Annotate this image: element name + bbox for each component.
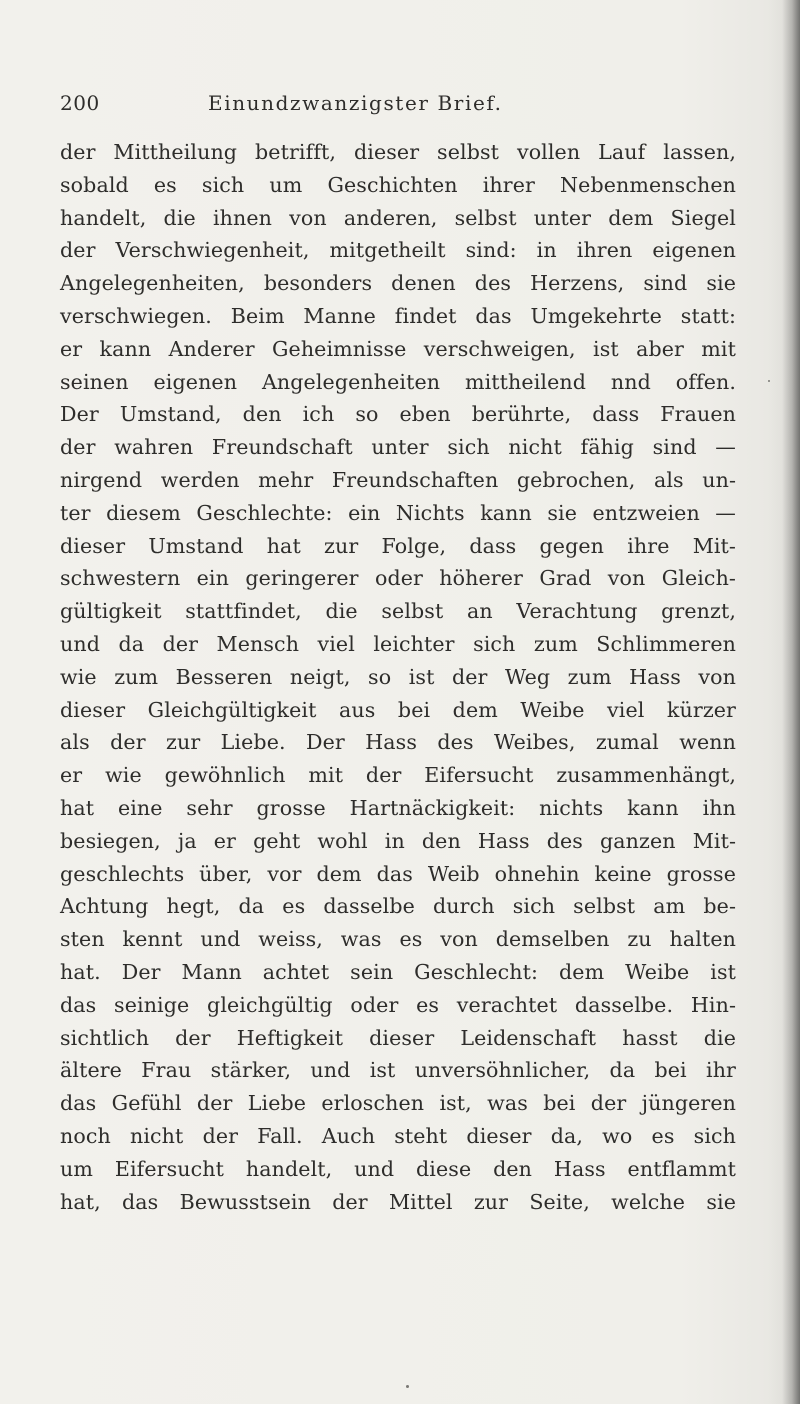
text-line: sten kennt und weiss, was es von demselben zu halten — [60, 927, 736, 952]
text-line: dieser Gleichgültigkeit aus bei dem Weibe viel kürzer — [60, 697, 736, 722]
text-line: nirgend werden mehr Freundschaften gebrochen, als un- — [60, 467, 736, 492]
body-text — [60, 136, 736, 1218]
text-line: als der zur Liebe. Der Hass des Weibes, zumal wenn — [60, 730, 736, 755]
text-line: geschlechts über, vor dem das Weib ohnehin keine grosse — [60, 861, 736, 886]
text-line: das Gefühl der Liebe erloschen ist, was bei der jüngeren — [60, 1091, 736, 1116]
text-line: verschwiegen. Beim Manne findet das Umgekehrte statt: — [60, 303, 736, 328]
page-edge-shadow — [782, 0, 800, 1404]
text-line: dieser Umstand hat zur Folge, dass gegen ihre Mit- — [60, 533, 736, 558]
text-line: seinen eigenen Angelegenheiten mittheilend nnd offen. — [60, 369, 736, 394]
text-line: und da der Mensch viel leichter sich zum Schlimmeren — [60, 631, 736, 656]
page-number: 200 — [60, 91, 100, 115]
text-line: hat eine sehr grosse Hartnäckigkeit: nichts kann ihn — [60, 795, 736, 820]
text-line: ältere Frau stärker, und ist unversöhnlicher, da bei ihr — [60, 1058, 736, 1083]
text-line: er wie gewöhnlich mit der Eifersucht zusammenhängt, — [60, 763, 736, 788]
paper-speck — [406, 1385, 409, 1388]
text-line: hat. Der Mann achtet sein Geschlecht: dem Weibe ist — [60, 959, 736, 984]
text-line: der wahren Freundschaft unter sich nicht fähig sind — — [60, 435, 736, 460]
chapter-title: Einundzwanzigster Brief. — [208, 91, 503, 115]
text-line: Der Umstand, den ich so eben berührte, dass Frauen — [60, 402, 736, 427]
text-line: er kann Anderer Geheimnisse verschweigen, ist aber mit — [60, 336, 736, 361]
paper-speck — [768, 380, 770, 382]
text-line: sobald es sich um Geschichten ihrer Nebenmenschen — [60, 172, 736, 197]
text-line: wie zum Besseren neigt, so ist der Weg zum Hass von — [60, 664, 736, 689]
text-line: um Eifersucht handelt, und diese den Hass entflammt — [60, 1156, 736, 1181]
text-line: noch nicht der Fall. Auch steht dieser da, wo es sich — [60, 1123, 736, 1148]
text-line: der Mittheilung betrifft, dieser selbst vollen Lauf lassen, — [60, 140, 736, 164]
running-head — [60, 86, 740, 120]
text-line: Angelegenheiten, besonders denen des Herzens, sind sie — [60, 271, 736, 296]
text-line: hat, das Bewusstsein der Mittel zur Seite, welche sie — [60, 1189, 736, 1214]
text-line: ter diesem Geschlechte: ein Nichts kann sie entzweien — — [60, 500, 736, 525]
text-line: besiegen, ja er geht wohl in den Hass des ganzen Mit- — [60, 828, 736, 853]
text-line: das seinige gleichgültig oder es verachtet dasselbe. Hin- — [60, 992, 736, 1017]
text-line: Achtung hegt, da es dasselbe durch sich selbst am be- — [60, 894, 736, 919]
text-line: gültigkeit stattfindet, die selbst an Verachtung grenzt, — [60, 599, 736, 624]
text-line: der Verschwiegenheit, mitgetheilt sind: in ihren eigenen — [60, 238, 736, 263]
text-line: schwestern ein geringerer oder höherer Grad von Gleich- — [60, 566, 736, 591]
text-line: sichtlich der Heftigkeit dieser Leidenschaft hasst die — [60, 1025, 736, 1050]
text-line: handelt, die ihnen von anderen, selbst unter dem Siegel — [60, 205, 736, 230]
